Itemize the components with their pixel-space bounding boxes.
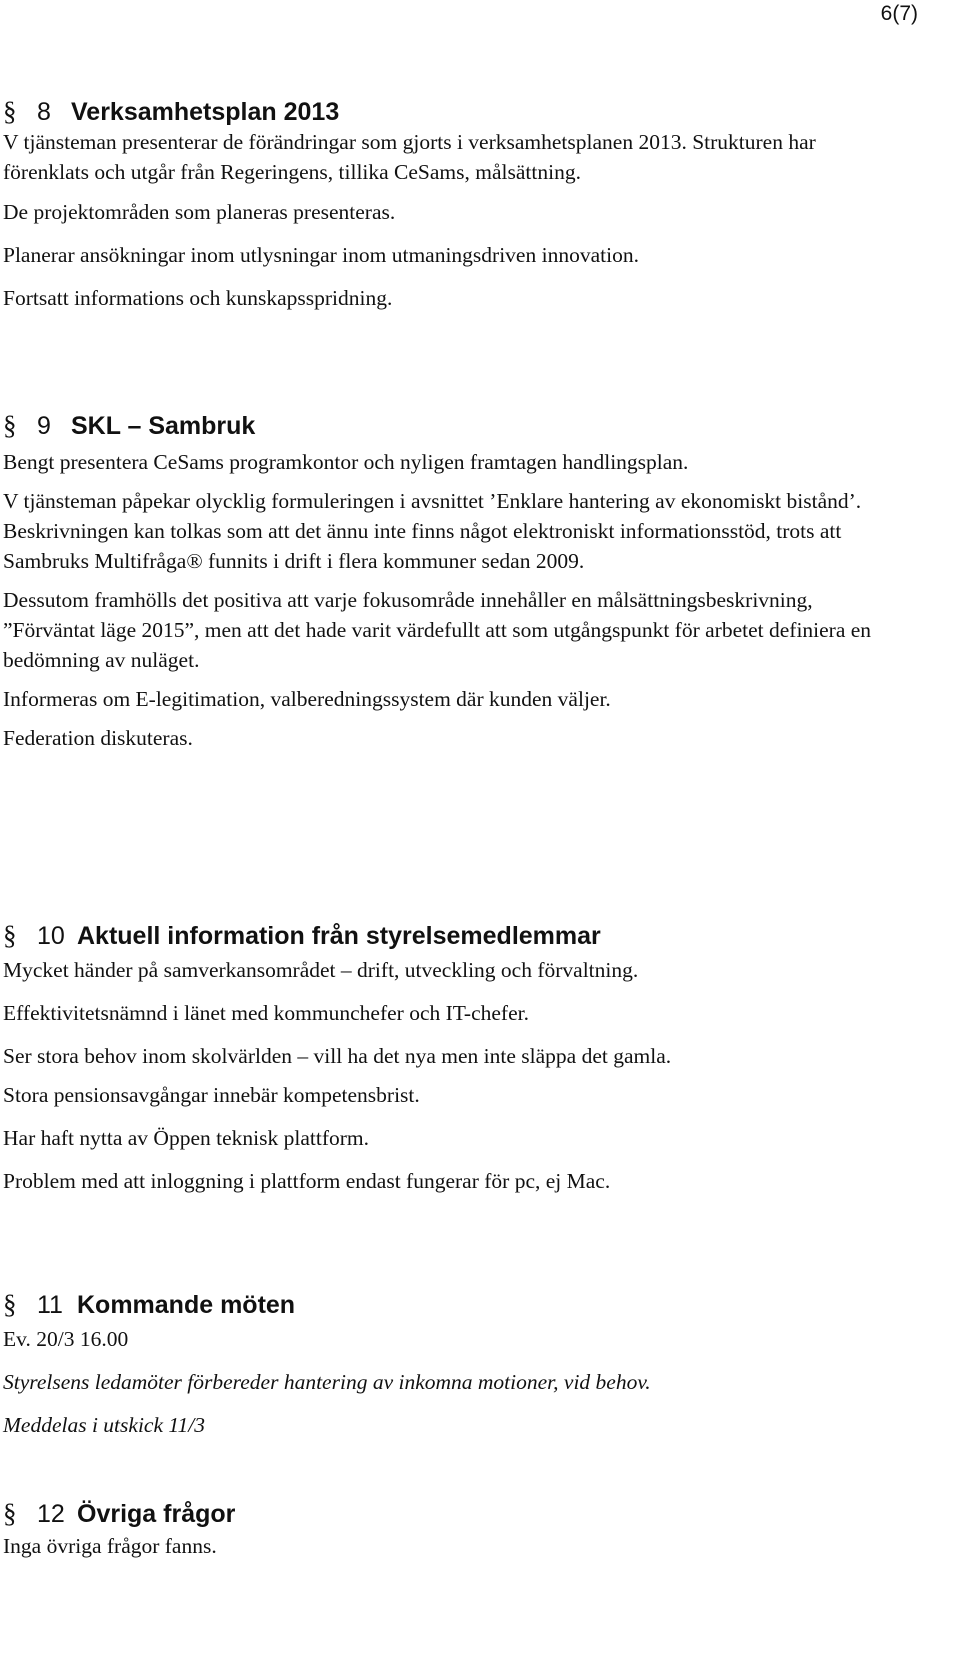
paragraph: Bengt presentera CeSams programkontor och nyligen framtagen handlingsplan.	[3, 450, 689, 474]
section-heading	[3, 1498, 903, 1529]
paragraph: Ev. 20/3 16.00	[3, 1327, 129, 1351]
section-number: 11	[37, 1291, 63, 1319]
paragraph: Fortsatt informations och kunskapsspridning.	[3, 286, 393, 310]
paragraph: Informeras om E-legitimation, valberedningssystem där kunden väljer.	[3, 687, 611, 711]
paragraph: Har haft nytta av Öppen teknisk plattform.	[3, 1126, 369, 1150]
paragraph: Dessutom framhölls det positiva att varje fokusområde innehåller en målsättningsbeskrivning, ”Förväntat läge 2015”, men att det hade varit värdefullt att som utgångspunkt för arbetet definiera en bedömning av nuläget.	[3, 588, 872, 672]
section-symbol: §	[3, 1289, 17, 1319]
paragraph: Mycket händer på samverkansområdet – drift, utveckling och förvaltning.	[3, 958, 639, 982]
paragraph: Federation diskuteras.	[3, 726, 193, 750]
section-12	[3, 1498, 903, 1570]
section-heading	[3, 410, 903, 441]
paragraph: Inga övriga frågor fanns.	[3, 1534, 217, 1558]
paragraph: Ser stora behov inom skolvärlden – vill ha det nya men inte släppa det gamla.	[3, 1044, 672, 1068]
paragraph: V tjänsteman påpekar olycklig formuleringen i avsnittet ’Enklare hantering av ekonomiskt bistånd’. Beskrivningen kan tolkas som att det ännu inte finns något elektroniskt informationsstöd, trots att Sambruks Multifråga® funnits i drift i flera kommuner sedan 2009.	[3, 489, 862, 573]
section-symbol: §	[3, 96, 17, 126]
section-heading	[3, 920, 903, 951]
section-symbol: §	[3, 1498, 17, 1528]
paragraph: Planerar ansökningar inom utlysningar inom utmaningsdriven innovation.	[3, 243, 639, 267]
section-symbol: §	[3, 410, 17, 440]
section-9	[3, 410, 903, 762]
paragraph: Stora pensionsavgångar innebär kompetensbrist.	[3, 1083, 420, 1107]
section-title: Kommande möten	[77, 1291, 296, 1319]
section-number: 12	[37, 1500, 65, 1528]
section-title: Verksamhetsplan 2013	[71, 98, 340, 126]
paragraph: De projektområden som planeras presenteras.	[3, 200, 396, 224]
section-heading	[3, 96, 903, 127]
paragraph: Effektivitetsnämnd i länet med kommunchefer och IT-chefer.	[3, 1001, 529, 1025]
section-title: Övriga frågor	[77, 1500, 236, 1528]
page-number: 6(7)	[880, 2, 918, 25]
paragraph: Meddelas i utskick 11/3	[3, 1413, 206, 1437]
section-number: 10	[37, 922, 65, 950]
paragraph: Problem med att inloggning i plattform endast fungerar för pc, ej Mac.	[3, 1169, 611, 1193]
paragraph: V tjänsteman presenterar de förändringar som gjorts i verksamhetsplanen 2013. Strukturen har förenklats och utgår från Regeringens, tillika CeSams, målsättning.	[3, 130, 816, 184]
section-11	[3, 1289, 903, 1449]
section-heading	[3, 1289, 903, 1320]
section-10	[3, 920, 903, 1205]
section-title: SKL – Sambruk	[71, 412, 256, 440]
paragraph: Styrelsens ledamöter förbereder hantering av inkomna motioner, vid behov.	[3, 1370, 651, 1394]
section-8	[3, 96, 903, 322]
section-title: Aktuell information från styrelsemedlemmar	[77, 922, 601, 950]
section-symbol: §	[3, 920, 17, 950]
section-number: 9	[37, 412, 51, 440]
section-number: 8	[37, 98, 51, 126]
